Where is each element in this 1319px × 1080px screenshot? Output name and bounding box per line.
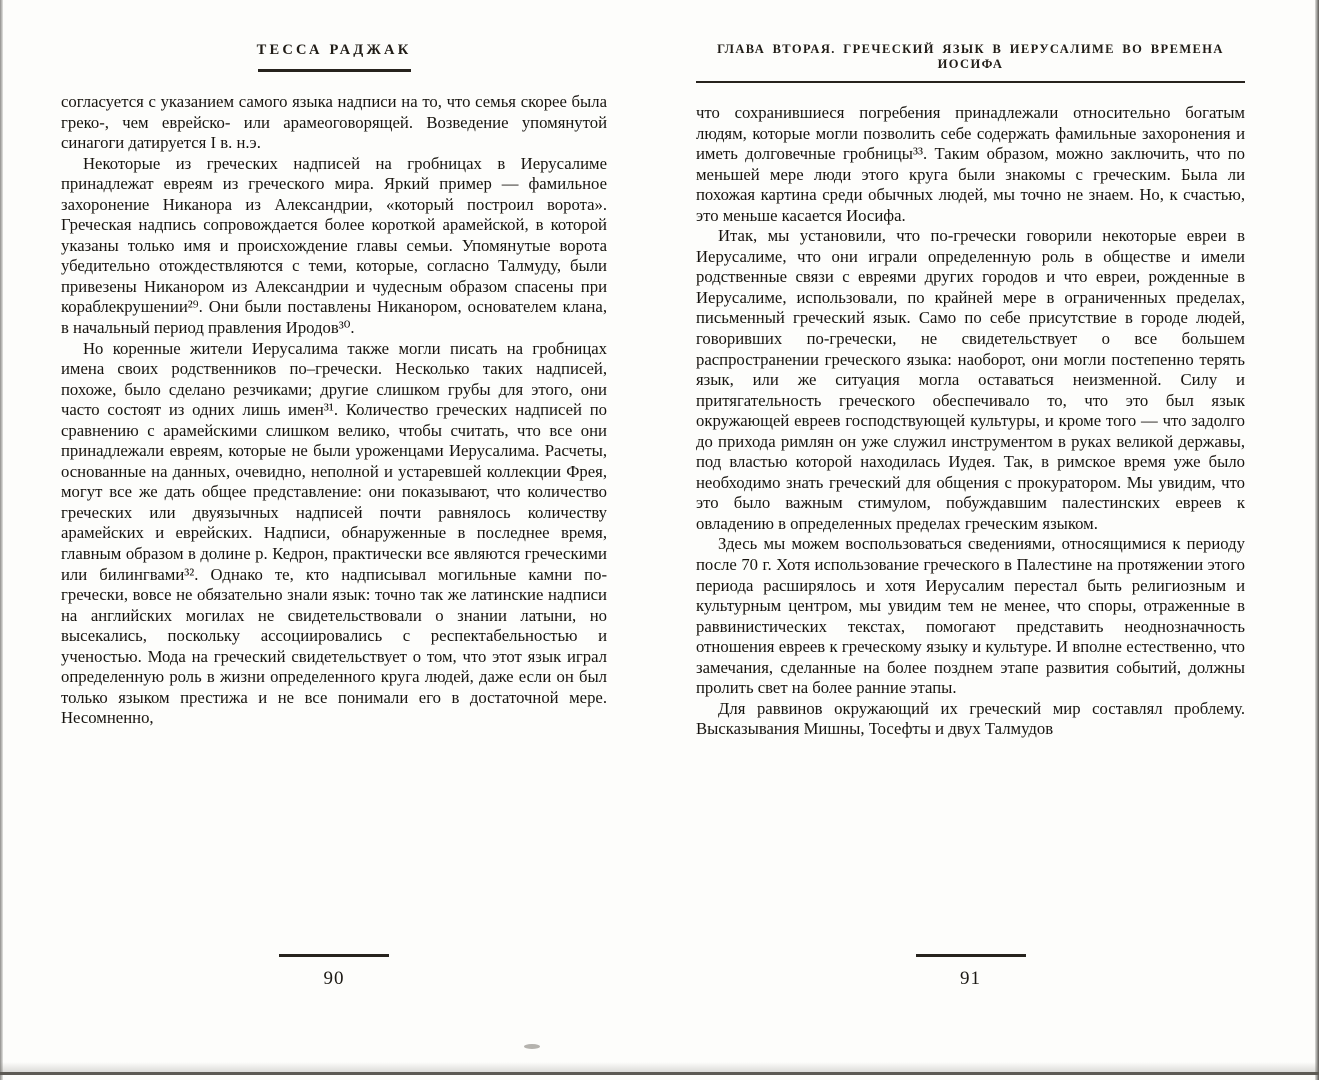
left-footer-rule [279,954,389,957]
scan-bottom-shadow [0,1062,1319,1072]
paragraph: Для раввинов окружающий их греческий мир составлял проблему. Высказывания Мишны, Тосефты и двух Талмудов [696,698,1245,739]
paragraph: что сохранившиеся погребения принадлежали относительно богатым людям, которые могли позволить себе содержать фамильные захоронения и иметь долговечные гробницы³³. Таким образом, можно заключить, что по меньшей мере люди этого круга были знакомы с греческим. Была ли похожая картина среди обычных людей, мы точно не знаем. Но, к счастью, это меньше касается Иосифа. [696,103,1245,225]
right-footer-rule [916,954,1026,957]
left-header-rule [258,69,411,72]
scan-bottom-edge [0,1072,1319,1075]
left-running-header: ТЕССА РАДЖАК [256,42,412,58]
right-page-number: 91 [960,968,981,989]
left-page [61,42,607,1042]
right-running-header: ГЛАВА ВТОРАЯ. ГРЕЧЕСКИЙ ЯЗЫК В ИЕРУСАЛИМЕ ВО ВРЕМЕНА ИОСИФА [717,42,1224,71]
left-page-body [61,92,607,729]
paragraph: Здесь мы можем воспользоваться сведениями, относящимися к периоду после 70 г. Хотя использование греческого в Палестине на протяжении этого периода расширялось и хотя Иерусалим перестал быть религиозным и культурным центром, мы увидим тем не менее, что споры, отраженные в раввинистических текстах, помогают представить неоднозначность отношения евреев к греческому языку и культуре. И вполне естественно, что замечания, сделанные на более позднем этапе развития событий, должны пролить свет на более ранние этапы. [696,534,1245,698]
left-page-footer [61,954,607,990]
left-page-number: 90 [323,968,345,989]
right-page-footer [696,954,1245,990]
right-header-rule [696,81,1245,83]
paragraph: Но коренные жители Иерусалима также могли писать на гробницах имена своих родственников по–гречески. Несколько таких надписей, похоже, было сделано резчиками; другие слишком грубы для этого, они часто состоят из одних лишь имен³¹. Количество греческих надписей по сравнению с арамейскими слишком велико, чтобы считать, что все они принадлежали евреям, которые не были уроженцами Иерусалима. Расчеты, основанные на данных, очевидно, неполной и устаревшей коллекции Фрея, могут все же дать общее представление: они показывают, что количество греческих или двуязычных надписей почти равнялось количеству арамейских и еврейских. Надписи, обнаруженные в последнее время, главным образом в долине р. Кедрон, практически все являются греческими или билингвами³². Однако те, кто надписывал могильные камни по-гречески, вовсе не обязательно знали язык: точно так же латинские надписи на английских могилах не свидетельствовали о знании латыни, но высекались, поскольку ассоциировались с респектабельностью и ученостью. Мода на греческий свидетельствует о том, что этот язык играл определенную роль в жизни определенного круга людей, даже если он был только языком престижа и не все понимали его в достаточной мере. Несомненно, [61,338,607,728]
right-page-body [696,103,1245,740]
paragraph: согласуется с указанием самого языка надписи на то, что семья скорее была греко-, чем еврейско- или арамеоговорящей. Возведение упомянутой синагоги датируется I в. н.э. [61,92,607,153]
paragraph: Некоторые из греческих надписей на гробницах в Иерусалиме принадлежат евреям из греческого мира. Яркий пример — фамильное захоронение Никанора из Александрии, «который построил ворота». Греческая надпись сопровождается более короткой арамейской, в которой указаны только имя и происхождение главы семьи. Упомянутые ворота убедительно отождествляются с теми, которые, согласно Талмуду, были привезены Никанором из Александрии и чудесным образом спасены при кораблекрушении²⁹. Они были поставлены Никанором, основателем клана, в начальный период правления Иродов³⁰. [61,153,607,338]
right-page [696,42,1245,1042]
scan-smudge-artifact [524,1044,540,1049]
scan-left-edge [0,0,3,1080]
paragraph: Итак, мы установили, что по-гречески говорили некоторые евреи в Иерусалиме, что они играли определенную роль в обществе и имели родственные связи с евреями других городов и что евреи, рожденные в Иерусалиме, использовали, по крайней мере в ограниченных пределах, письменный греческий язык. Само по себе присутствие в городе людей, говоривших по-гречески, не свидетельствует о все большем распространении греческого языка: наоборот, они могли постепенно терять язык, или же ситуация могла оставаться неизменной. Силу и притягательность греческого обеспечивало то, что это был язык окружающей евреев господствующей культуры, и кроме того — что задолго до прихода римлян он уже служил инструментом в руках великой державы, под властью которой находилась Иудея. Так, в римское время уже было необходимо знать греческий для общения с прокуратором. Мы увидим, что это было важным стимулом, побуждавшим палестинских евреев к овладению в определенных пределах греческим языком. [696,226,1245,533]
scan-right-edge [1315,0,1319,1080]
